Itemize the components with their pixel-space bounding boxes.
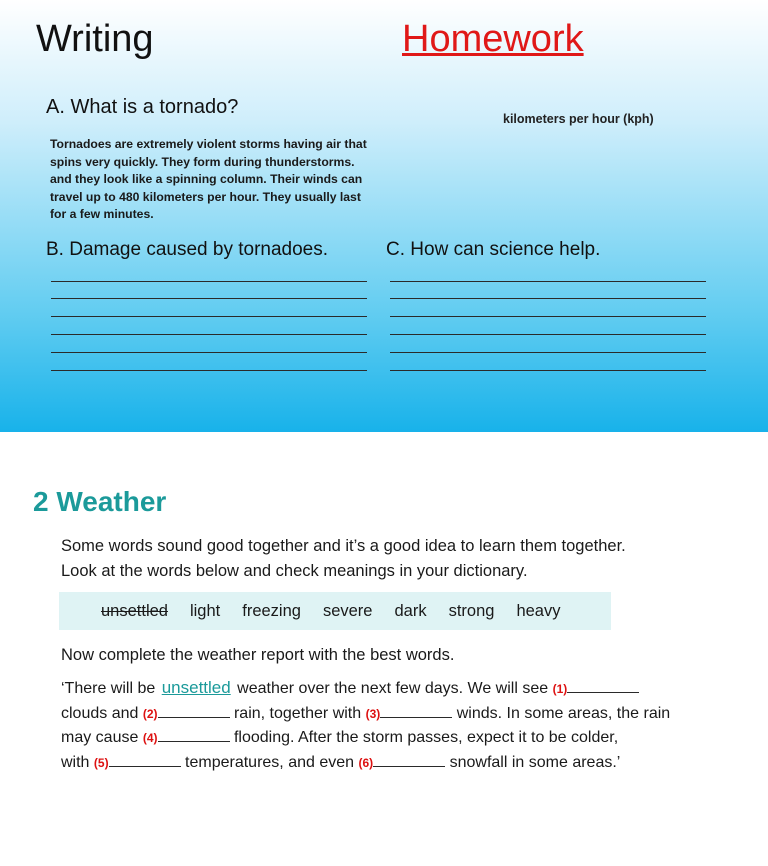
answer-blank-5[interactable]	[109, 752, 181, 767]
report-text: may cause	[61, 729, 139, 746]
answer-blank-4[interactable]	[158, 727, 230, 742]
report-line	[61, 726, 670, 751]
writing-line-c[interactable]	[390, 334, 706, 335]
report-text: snowfall in some areas.’	[449, 753, 621, 771]
answer-blank-3[interactable]	[380, 703, 452, 718]
blank-number: (3)	[365, 706, 381, 721]
tornado-paragraph	[50, 136, 380, 224]
report-text: flooding. After the storm passes, expect it to be colder,	[233, 729, 619, 746]
word-severe: severe	[322, 601, 373, 620]
word-unsettled: unsettled	[101, 601, 168, 620]
answer-blank-1[interactable]	[567, 678, 639, 693]
report-text: temperatures, and even	[185, 753, 355, 771]
answer-blank-2[interactable]	[158, 703, 230, 718]
weather-title: 2 Weather	[33, 486, 167, 517]
blank-number: (5)	[93, 755, 109, 770]
example-answer: unsettled	[161, 678, 231, 697]
writing-title: Writing	[36, 18, 154, 60]
report-line	[61, 676, 670, 702]
answer-blank-6[interactable]	[373, 752, 445, 767]
report-line	[61, 751, 670, 776]
report-text: ‘There will be	[61, 680, 156, 697]
writing-line-c[interactable]	[390, 316, 706, 317]
instruction: Now complete the weather report with the best words.	[61, 646, 455, 664]
writing-line-b[interactable]	[51, 298, 367, 299]
report-text: weather over the next few days. We will see	[237, 680, 549, 697]
section-b-heading: B. Damage caused by tornadoes.	[46, 239, 329, 260]
writing-line-b[interactable]	[51, 334, 367, 335]
writing-line-c[interactable]	[390, 281, 706, 282]
homework-title: Homework	[402, 18, 584, 60]
writing-line-b[interactable]	[51, 370, 367, 371]
report-line	[61, 702, 670, 727]
intro-line: Some words sound good together and it’s a good idea to learn them together.	[61, 537, 626, 555]
word-dark: dark	[394, 601, 427, 620]
report-text: rain, together with	[233, 704, 362, 722]
paragraph-line: travel up to 480 kilometers per hour. They usually last	[50, 189, 361, 204]
writing-line-b[interactable]	[51, 352, 367, 353]
kph-note: kilometers per hour (kph)	[503, 112, 654, 126]
word-freezing: freezing	[242, 601, 301, 620]
weather-report	[61, 676, 670, 775]
writing-line-b[interactable]	[51, 281, 367, 282]
report-text: clouds and	[61, 704, 139, 722]
writing-line-c[interactable]	[390, 352, 706, 353]
weather-intro	[61, 534, 626, 584]
section-a-heading: A. What is a tornado?	[46, 96, 239, 118]
paragraph-line: Tornadoes are extremely violent storms having air that	[50, 137, 367, 151]
word-heavy: heavy	[516, 601, 561, 620]
blank-number: (6)	[358, 755, 374, 770]
blank-number: (4)	[142, 731, 158, 745]
word-strong: strong	[448, 601, 495, 620]
writing-line-b[interactable]	[51, 316, 367, 317]
paragraph-line: and they look like a spinning column. Their winds can	[50, 172, 363, 186]
blank-number: (1)	[552, 682, 568, 696]
report-text: with	[61, 753, 90, 771]
word-box	[59, 592, 611, 630]
blank-number: (2)	[142, 706, 158, 721]
paragraph-line: spins very quickly. They form during thunderstorms.	[50, 154, 355, 169]
writing-line-c[interactable]	[390, 298, 706, 299]
report-text: winds. In some areas, the rain	[456, 704, 671, 722]
intro-line: Look at the words below and check meanings in your dictionary.	[61, 562, 528, 580]
paragraph-line: for a few minutes.	[50, 207, 154, 221]
word-light: light	[189, 601, 221, 620]
writing-line-c[interactable]	[390, 370, 706, 371]
section-c-heading: C. How can science help.	[386, 239, 601, 260]
